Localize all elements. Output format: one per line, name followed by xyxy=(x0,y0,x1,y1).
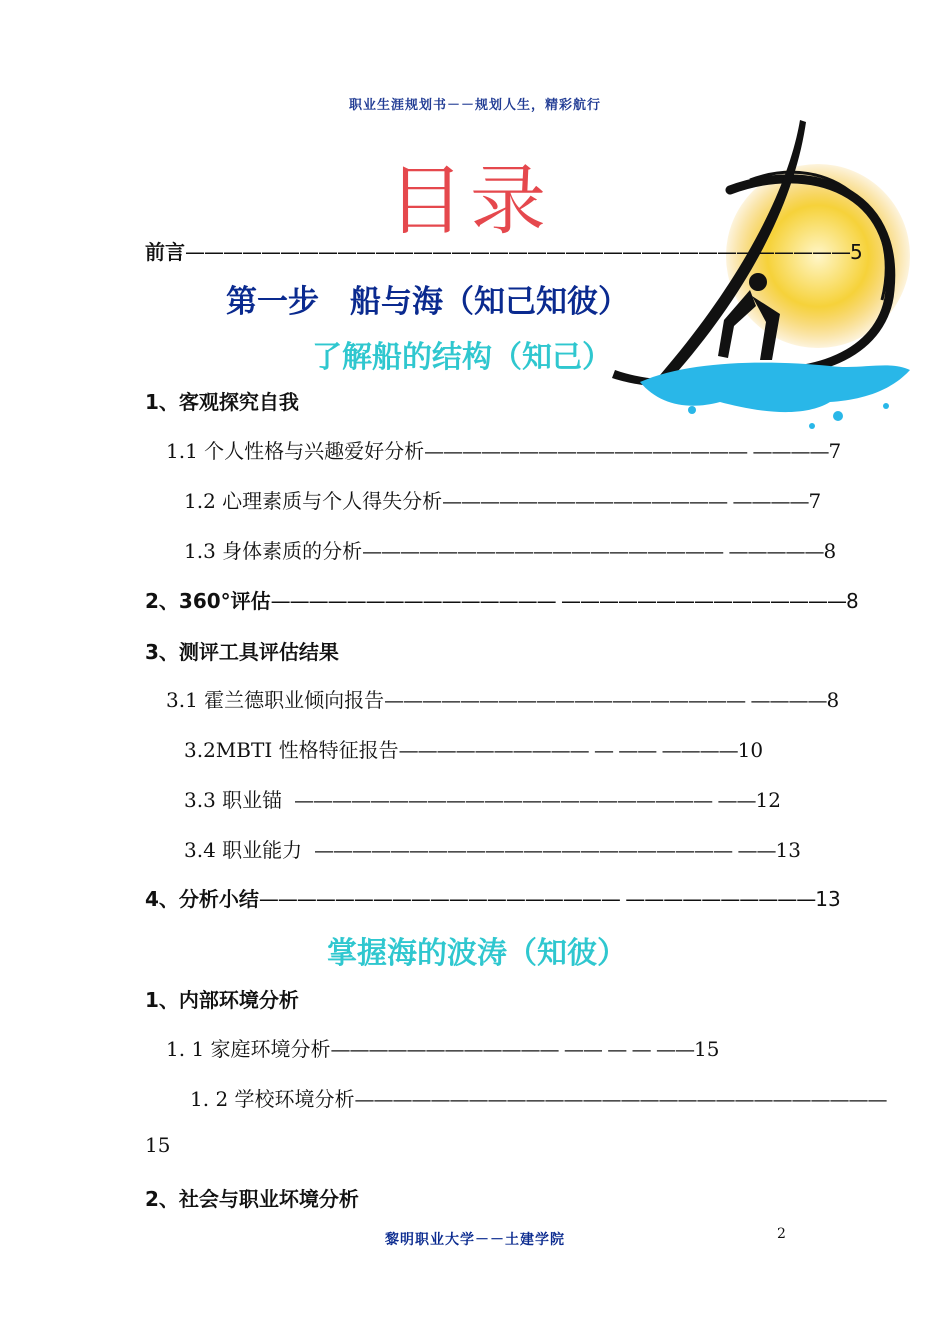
toc-label: 3.2MBTI 性格特征报告 xyxy=(184,738,399,762)
toc-section[interactable]: 1、内部环境分析 xyxy=(145,988,299,1012)
toc-item[interactable] xyxy=(190,1083,887,1112)
toc-item[interactable] xyxy=(184,784,781,813)
toc-label: 前言 xyxy=(145,240,185,264)
page-title: 目录 xyxy=(388,156,552,245)
toc-leader: —————————————————————— —— xyxy=(294,788,756,812)
toc-item[interactable] xyxy=(166,435,841,464)
toc-page-wrapped[interactable]: 15 xyxy=(145,1133,171,1157)
toc-leader: ———————————— —— — — —— xyxy=(330,1037,694,1061)
toc-page: 13 xyxy=(815,887,841,911)
toc-label: 1.3 身体素质的分析 xyxy=(184,539,363,563)
toc-item[interactable] xyxy=(166,1033,719,1062)
toc-page: 13 xyxy=(775,838,801,862)
toc-page: 7 xyxy=(828,439,842,463)
subsection-heading: 掌握海的波涛（知彼） xyxy=(327,936,627,971)
windsurfer-illustration xyxy=(600,120,930,440)
toc-label: 3.1 霍兰德职业倾向报告 xyxy=(166,688,385,712)
toc-leader: ——————————————————————————————————— xyxy=(185,240,850,264)
toc-leader: ——————————————————— ———— xyxy=(384,688,827,712)
toc-leader: ——————————————————— ————— xyxy=(362,539,824,563)
toc-section[interactable] xyxy=(145,883,841,912)
toc-item[interactable] xyxy=(184,834,801,863)
toc-label: 1.1 个人性格与兴趣爱好分析 xyxy=(166,439,425,463)
toc-leader: ——————————————— ———— xyxy=(442,489,809,513)
toc-leader: ———————————————————————————— xyxy=(354,1087,887,1111)
toc-preface[interactable] xyxy=(145,236,863,265)
toc-page: 15 xyxy=(693,1037,720,1061)
toc-section[interactable] xyxy=(145,585,859,614)
toc-leader: ——————————————————— —————————— xyxy=(258,887,816,911)
toc-label: 4、分析小结 xyxy=(145,887,259,911)
toc-page: 12 xyxy=(755,788,781,812)
toc-item[interactable] xyxy=(184,734,763,763)
toc-page: 7 xyxy=(808,489,822,513)
toc-section[interactable]: 3、测评工具评估结果 xyxy=(145,640,339,664)
toc-item[interactable] xyxy=(166,684,839,713)
toc-label: 2、360°评估 xyxy=(145,589,271,613)
subsection-heading: 了解船的结构（知己） xyxy=(312,340,612,375)
toc-label: 1. 2 学校环境分析 xyxy=(190,1087,355,1111)
toc-leader: —————————— — —— ———— xyxy=(398,738,738,762)
toc-label: 3.3 职业锚 xyxy=(184,788,283,812)
toc-label: 1.2 心理素质与个人得失分析 xyxy=(184,489,443,513)
toc-item[interactable] xyxy=(184,485,821,514)
document-footer: 黎明职业大学－－土建学院 xyxy=(385,1232,565,1248)
toc-page: 8 xyxy=(823,539,837,563)
toc-page: 10 xyxy=(737,738,764,762)
toc-page: 5 xyxy=(850,240,863,264)
toc-label: 3.4 职业能力 xyxy=(184,838,303,862)
page-number: 2 xyxy=(777,1226,786,1242)
toc-page: 8 xyxy=(826,688,840,712)
toc-item[interactable] xyxy=(184,535,836,564)
toc-section[interactable]: 2、社会与职业坏境分析 xyxy=(145,1187,359,1211)
step-heading: 第一步 船与海（知己知彼） xyxy=(226,284,629,320)
toc-leader: —————————————————————— —— xyxy=(314,838,776,862)
toc-leader: ——————————————— ——————————————— xyxy=(270,589,847,613)
toc-label: 1. 1 家庭环境分析 xyxy=(166,1037,331,1061)
toc-page: 8 xyxy=(846,589,859,613)
toc-section[interactable]: 1、客观探究自我 xyxy=(145,390,299,414)
toc-leader: ————————————————— ———— xyxy=(424,439,829,463)
document-header: 职业生涯规划书－－规划人生，精彩航行 xyxy=(348,98,601,113)
